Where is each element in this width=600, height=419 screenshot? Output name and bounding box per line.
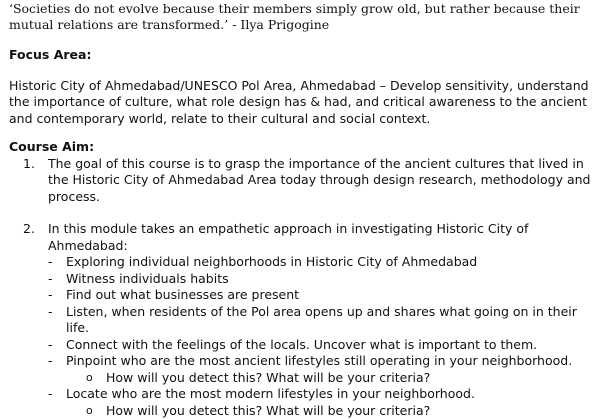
dash-bullet: -	[48, 386, 53, 403]
list-item	[48, 287, 594, 304]
dash-bullet: -	[48, 287, 53, 304]
course-aim-item-1	[9, 156, 594, 206]
list-number: 2.	[23, 221, 35, 238]
dash-bullet: -	[48, 337, 53, 354]
bullet-text: Connect with the feelings of the locals. Uncover what is important to them.	[66, 337, 537, 352]
list-item	[48, 386, 594, 419]
sub-bullet-text: How will you detect this? What will be your criteria?	[106, 370, 430, 385]
investigation-bullet-list	[48, 254, 594, 419]
dash-bullet: -	[48, 254, 53, 271]
bullet-text: Listen, when residents of the Pol area opens up and shares what going on in their life.	[66, 304, 577, 336]
bullet-text: Find out what businesses are present	[66, 287, 299, 302]
circle-bullet: o	[86, 370, 93, 387]
bullet-text: Witness individuals habits	[66, 271, 229, 286]
dash-bullet: -	[48, 271, 53, 288]
sub-bullet-text: How will you detect this? What will be your criteria?	[106, 403, 430, 418]
list-item	[48, 254, 594, 271]
bullet-text: Exploring individual neighborhoods in Historic City of Ahmedabad	[66, 254, 477, 269]
focus-area-heading: Focus Area:	[9, 47, 594, 64]
document-page	[9, 0, 594, 419]
dash-bullet: -	[48, 353, 53, 370]
list-item	[48, 271, 594, 288]
course-aim-list	[9, 156, 594, 419]
course-aim-item-text: The goal of this course is to grasp the importance of the ancient cultures that lived in the Historic City of Ahmedabad Area today through design research, methodology and process.	[48, 156, 590, 204]
bullet-text: Locate who are the most modern lifestyles in your neighborhood.	[66, 386, 475, 401]
dash-bullet: -	[48, 304, 53, 321]
list-item	[48, 304, 594, 337]
course-aim-item-2	[9, 221, 594, 419]
bullet-text: Pinpoint who are the most ancient lifestyles still operating in your neighborhood.	[66, 353, 572, 368]
sub-bullet-list	[66, 370, 594, 387]
course-aim-item-text: In this module takes an empathetic approach in investigating Historic City of Ahmedabad:	[48, 221, 528, 253]
list-item	[48, 337, 594, 354]
list-item	[48, 353, 594, 386]
focus-area-paragraph: Historic City of Ahmedabad/UNESCO Pol Area, Ahmedabad – Develop sensitivity, understand the importance of culture, what role design has & had, and critical awareness to the ancient and contemporary world, relate to their cultural and social context.	[9, 78, 594, 128]
circle-bullet: o	[86, 403, 93, 419]
list-number: 1.	[23, 156, 35, 173]
course-aim-heading: Course Aim:	[9, 139, 594, 156]
epigraph-quote: ‘Societies do not evolve because their members simply grow old, but rather because their mutual relations are transformed.’ - Ilya Prigogine	[9, 0, 594, 33]
sub-list-item	[66, 370, 594, 387]
